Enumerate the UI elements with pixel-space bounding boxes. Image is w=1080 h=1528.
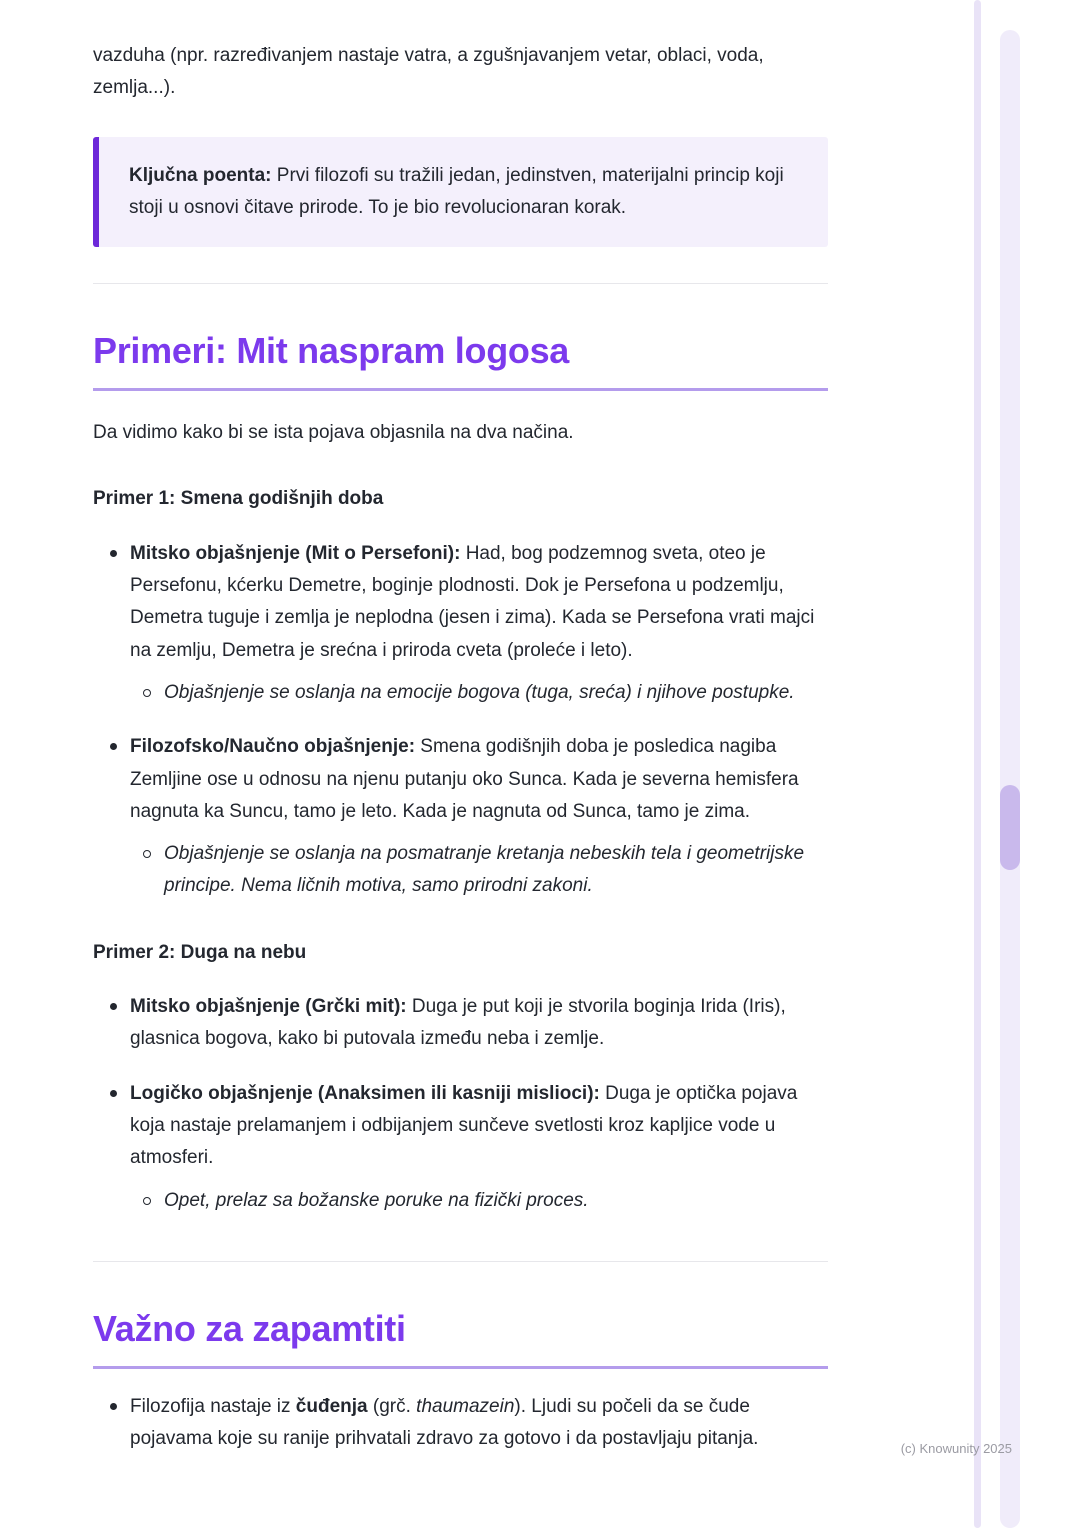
list-item-body: Had, bog podzemnog sveta, oteo je Persefonu, kćerku Demetre, boginje plodnosti. Dok je Persefona u podzemlju, Demetra tuguje i zemlja je neplodna (jesen i zima). Kada se Persefona vrati majci na zemlju, Demetra je srećna i priroda cveta (proleće i leto). (130, 542, 815, 661)
takeaway-italic: thaumazein (416, 1395, 515, 1417)
takeaway-bold: čuđenja (295, 1395, 368, 1417)
bullet-icon (110, 743, 117, 750)
page-edge-bar (974, 0, 981, 1528)
list-item-lead: Mitsko objašnjenje (Grčki mit): (130, 996, 407, 1018)
hollow-bullet-icon (143, 689, 151, 697)
list-item-text (130, 538, 828, 667)
intro-paragraph: vazduha (npr. razređivanjem nastaje vatra, a zgušnjavanjem vetar, oblaci, voda, zemlja...). (93, 45, 764, 99)
bullet-icon (110, 1403, 117, 1410)
sub-list-item (93, 1185, 828, 1217)
example-1-list (93, 538, 828, 903)
example-2-list (93, 991, 828, 1217)
list-item (93, 731, 828, 828)
list-item-lead: Mitsko objašnjenje (Mit o Persefoni): (130, 542, 461, 564)
sub-note-text: Objašnjenje se oslanja na emocije bogova (tuga, sreća) i njihove postupke. (164, 681, 795, 703)
list-item (93, 1078, 828, 1175)
list-item-text (130, 991, 828, 1056)
section-title-primeri: Primeri: Mit naspram logosa (93, 328, 828, 391)
takeaway-post: ). Ljudi su počeli da se čude pojavama koje su ranije prihvatali zdravo za gotovo i da postavljaju pitanja. (130, 1395, 759, 1450)
callout-label: Ključna poenta: (129, 164, 272, 186)
bullet-icon (110, 1003, 117, 1010)
list-item-lead: Filozofsko/Naučno objašnjenje: (130, 736, 416, 758)
takeaway-mid: (grč. (367, 1395, 417, 1417)
section-title-vazno: Važno za zapamtiti (93, 1306, 828, 1369)
list-item-body: Duga je put koji je stvorila boginja Irida (Iris), glasnica bogova, kako bi putovala između neba i zemlje. (130, 996, 786, 1050)
scrollbar-thumb[interactable] (1000, 785, 1020, 870)
sub-list-item (93, 677, 828, 709)
list-item (93, 991, 828, 1056)
takeaway-list (93, 1391, 828, 1456)
list-item-lead: Logičko objašnjenje (Anaksimen ili kasniji mislioci): (130, 1082, 600, 1104)
sub-note-text: Opet, prelaz sa božanske poruke na fizički proces. (164, 1189, 589, 1211)
bullet-icon (110, 550, 117, 557)
list-item (93, 1391, 828, 1456)
key-point-callout (93, 137, 828, 248)
list-item-body: Duga je optička pojava koja nastaje prelamanjem i odbijanjem sunčeve svetlosti kroz kapljice vode u atmosferi. (130, 1082, 798, 1169)
sub-note-text: Objašnjenje se oslanja na posmatranje kretanja nebeskih tela i geometrijske principe. Nema ličnih motiva, samo prirodni zakoni. (164, 843, 805, 897)
section-divider-top (93, 283, 828, 284)
footer-credit: (c) Knowunity 2025 (900, 1441, 1012, 1456)
list-item-body: Smena godišnjih doba je posledica nagiba Zemljine ose u odnosu na njenu putanju oko Sunca. Kada je severna hemisfera nagnuta ka Suncu, tamo je leto. Kada je nagnuta od Sunca, tamo je zima. (130, 736, 799, 822)
sub-list-item (93, 838, 828, 903)
callout-paragraph (129, 160, 798, 225)
callout-text: Prvi filozofi su tražili jedan, jedinstven, materijalni princip koji stoji u osnovi čitave prirode. To je bio revolucionaran korak. (129, 164, 784, 218)
list-item-text (130, 1078, 828, 1175)
scrollbar-track[interactable] (1000, 30, 1020, 1528)
hollow-bullet-icon (143, 850, 151, 858)
example-1-heading: Primer 1: Smena godišnjih doba (93, 488, 384, 510)
section-divider-bottom (93, 1261, 828, 1262)
example-2-heading: Primer 2: Duga na nebu (93, 941, 307, 963)
list-item-text (130, 1391, 828, 1456)
takeaway-pre: Filozofija nastaje iz (130, 1395, 296, 1417)
section-intro-paragraph: Da vidimo kako bi se ista pojava objasnila na dva načina. (93, 422, 574, 444)
list-item-text (130, 731, 828, 828)
hollow-bullet-icon (143, 1197, 151, 1205)
document-content (93, 0, 828, 1455)
list-item (93, 538, 828, 667)
bullet-icon (110, 1090, 117, 1097)
